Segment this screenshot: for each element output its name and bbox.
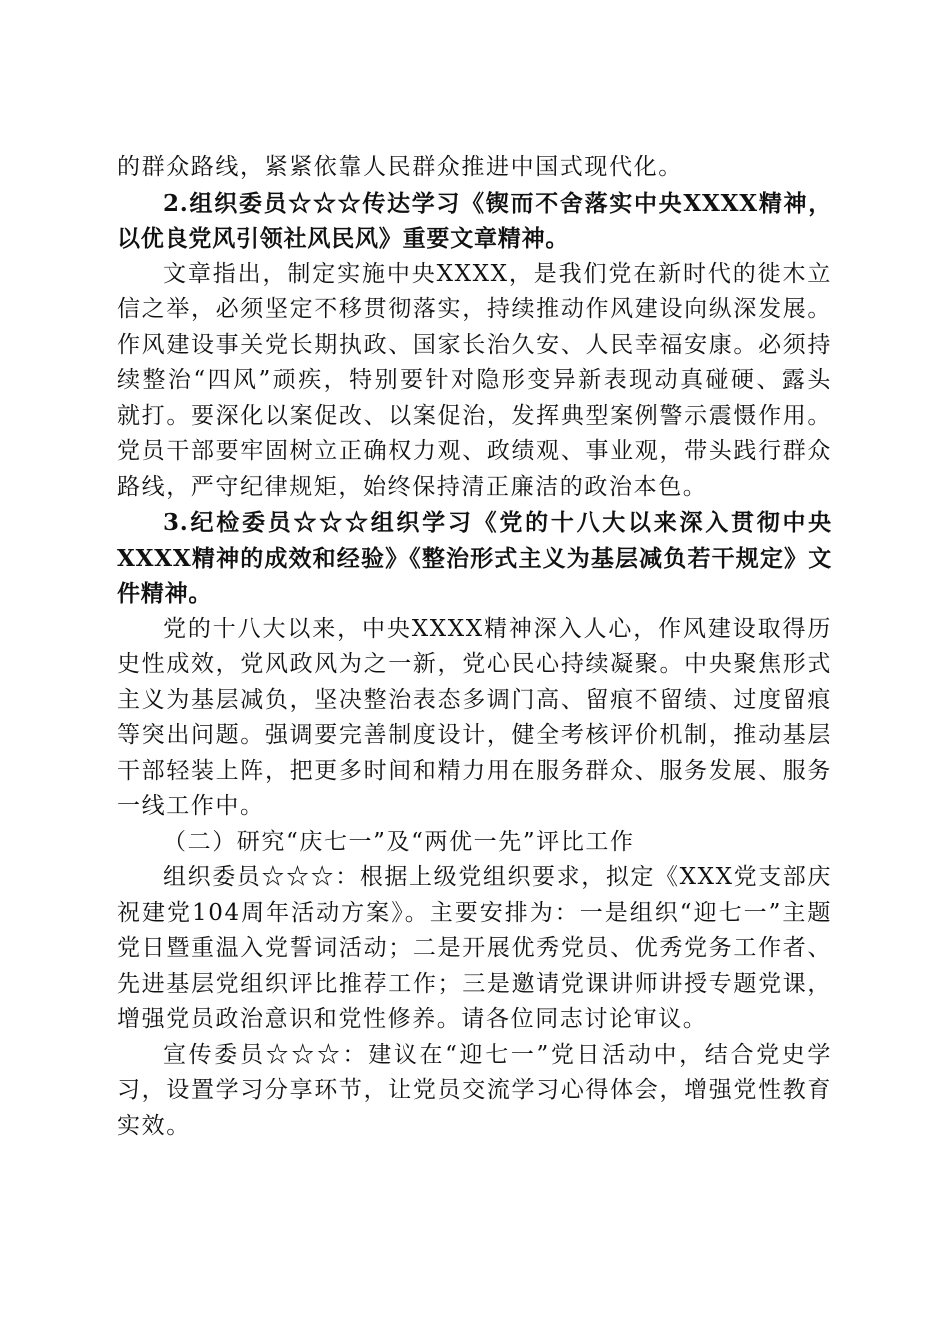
item-2-heading: 2.组织委员☆☆☆传达学习《锲而不舍落实中央XXXX精神，以优良党风引领社风民风》重要文章精神。 [117, 189, 832, 252]
item-3-body: 党的十八大以来，中央XXXX精神深入人心，作风建设取得历史性成效，党风政风为之一新，党心民心持续凝聚。中央聚焦形式主义为基层减负，坚决整治表态多调门高、留痕不留绩、过度留痕等突出问题。强调要完善制度设计，健全考核评价机制，推动基层干部轻装上阵，把更多时间和精力用在服务群众、服务发展、服务一线工作中。 [117, 615, 832, 819]
item-3-heading: 3.纪检委员☆☆☆组织学习《党的十八大以来深入贯彻中央XXXX精神的成效和经验》《整治形式主义为基层减负若干规定》文件精神。 [117, 509, 832, 607]
continuation-paragraph: 的群众路线，紧紧依靠人民群众推进中国式现代化。 [117, 154, 683, 180]
item-2-body: 文章指出，制定实施中央XXXX，是我们党在新时代的徙木立信之举，必须坚定不移贯彻落实，持续推动作风建设向纵深发展。作风建设事关党长期执政、国家长治久安、人民幸福安康。必须持续整治“四风”顽疾，特别要针对隐形变异新表现动真碰硬、露头就打。要深化以案促改、以案促治，发挥典型案例警示震慑作用。党员干部要牢固树立正确权力观、政绩观、事业观，带头践行群众路线，严守纪律规矩，始终保持清正廉洁的政治本色。 [117, 260, 832, 500]
organization-member-paragraph: 组织委员☆☆☆：根据上级党组织要求，拟定《XXX党支部庆祝建党104周年活动方案》。主要安排为：一是组织“迎七一”主题党日暨重温入党誓词活动；二是开展优秀党员、优秀党务工作者、先进基层党组织评比推荐工作；三是邀请党课讲师讲授专题党课，增强党员政治意识和党性修养。请各位同志讨论审议。 [117, 864, 832, 1032]
propaganda-member-paragraph: 宣传委员☆☆☆：建议在“迎七一”党日活动中，结合党史学习，设置学习分享环节，让党员交流学习心得体会，增强党性教育实效。 [117, 1041, 832, 1139]
section-2-heading: （二）研究“庆七一”及“两优一先”评比工作 [163, 828, 635, 855]
document-body [117, 150, 832, 1144]
